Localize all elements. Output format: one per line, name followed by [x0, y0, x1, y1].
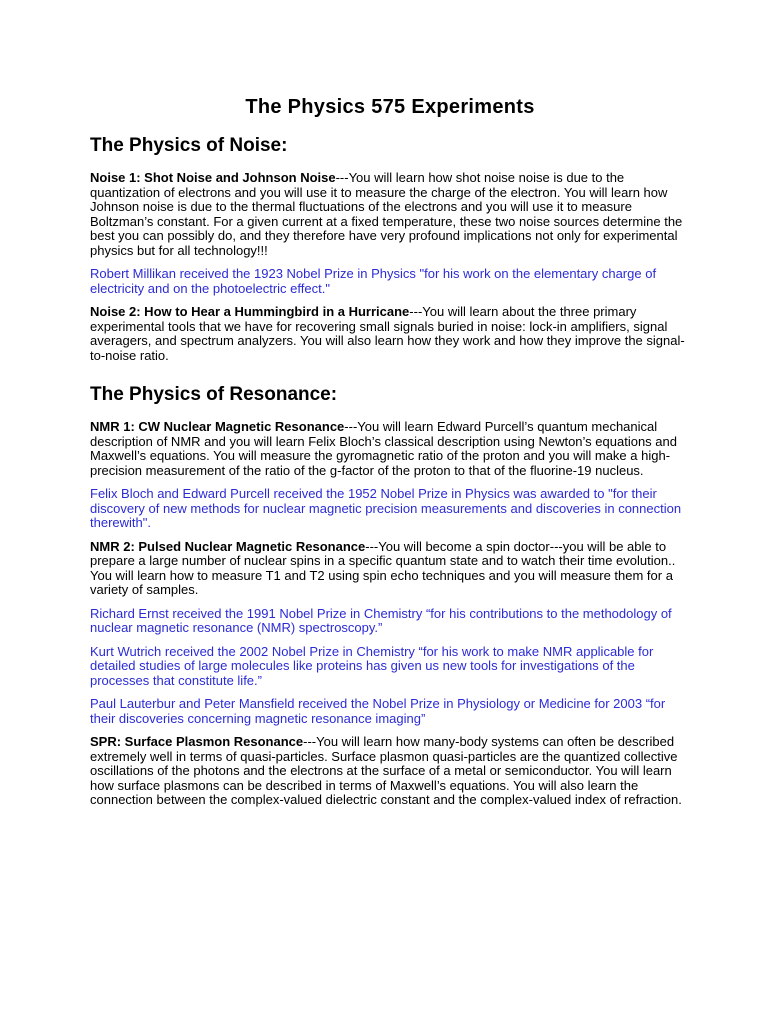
experiment-noise-2 [90, 305, 690, 363]
section-resonance [90, 384, 690, 808]
section-noise [90, 135, 690, 363]
experiment-description: ---You will learn about the three primary experimental tools that we have for recovering small signals buried in noise: lock-in amplifiers, signal averagers, and spectrum analyzers. You will also learn how they work and how they improve the signal-to-noise ratio. [90, 304, 685, 363]
document-title: The Physics 575 Experiments [245, 96, 535, 118]
document-page [90, 96, 690, 996]
experiment-noise-1 [90, 171, 690, 258]
nobel-note: Paul Lauterbur and Peter Mansfield received the Nobel Prize in Physiology or Medicine for 2003 “for their discoveries concerning magnetic resonance imaging” [90, 696, 666, 726]
experiment-nmr-1 [90, 420, 690, 478]
experiment-description: ---You will become a spin doctor---you will be able to prepare a large number of nuclear spins in a specific quantum state and to watch their time evolution.. You will learn how to measure T1 and T2 using spin echo techniques and you will measure them for a variety of samples. [90, 538, 676, 597]
experiment-label: NMR 1: CW Nuclear Magnetic Resonance [90, 419, 345, 434]
nobel-note: Richard Ernst received the 1991 Nobel Prize in Chemistry “for his contributions to the methodology of nuclear magnetic resonance (NMR) spectroscopy.” [90, 605, 672, 635]
experiment-label: Noise 1: Shot Noise and Johnson Noise [90, 170, 336, 185]
section-heading: The Physics of Noise: [90, 135, 288, 156]
section-spacer [90, 372, 690, 384]
nobel-note: Robert Millikan received the 1923 Nobel Prize in Physics "for his work on the elementary charge of electricity and on the photoelectric effect." [90, 266, 657, 296]
nobel-note: Kurt Wutrich received the 2002 Nobel Prize in Chemistry “for his work to make NMR applicable for detailed studies of large molecules like proteins has given us new tools for investigations of the processes that constitute life.” [90, 643, 654, 688]
experiment-spr [90, 735, 690, 808]
experiment-nmr-2 [90, 540, 690, 598]
experiment-label: NMR 2: Pulsed Nuclear Magnetic Resonance [90, 538, 366, 554]
experiment-label: Noise 2: How to Hear a Hummingbird in a Hurricane [90, 304, 410, 319]
section-heading: The Physics of Resonance: [90, 384, 338, 405]
experiment-description: ---You will learn how many-body systems can often be described extremely well in terms of quasi-particles. Surface plasmon quasi-particles are the quantized collective oscillations of the photons and the electrons at the surface of a metal or semiconductor. You will learn how surface plasmons can be described in terms of Maxwell’s equations. You will also learn the connection between the complex-valued dielectric constant and the complex-valued index of refraction. [90, 734, 682, 807]
experiment-label: SPR: Surface Plasmon Resonance [90, 734, 304, 749]
experiment-description: ---You will learn how shot noise noise is due to the quantization of electrons and you will use it to measure the charge of the electron. You will learn how Johnson noise is due to the thermal fluctuations of the electrons and you will use it to measure Boltzman’s constant. For a given current at a fixed temperature, these two noise sources determine the best you can possibly do, and they therefore have very profound implications not only for experimental physics but for all technology!!! [90, 170, 683, 258]
experiment-description: ---You will learn Edward Purcell’s quantum mechanical description of NMR and you will learn Felix Bloch’s classical description using Newton’s equations and Maxwell’s equations. You will measure the gyromagnetic ratio of the proton and you will make a high-precision measurement of the ratio of the g-factor of the proton to that of the fluorine-19 nucleus. [90, 419, 677, 478]
nobel-note: Felix Bloch and Edward Purcell received the 1952 Nobel Prize in Physics was awarded to "for their discovery of new methods for nuclear magnetic precision measurements and discoveries in connection therewith". [90, 486, 682, 530]
